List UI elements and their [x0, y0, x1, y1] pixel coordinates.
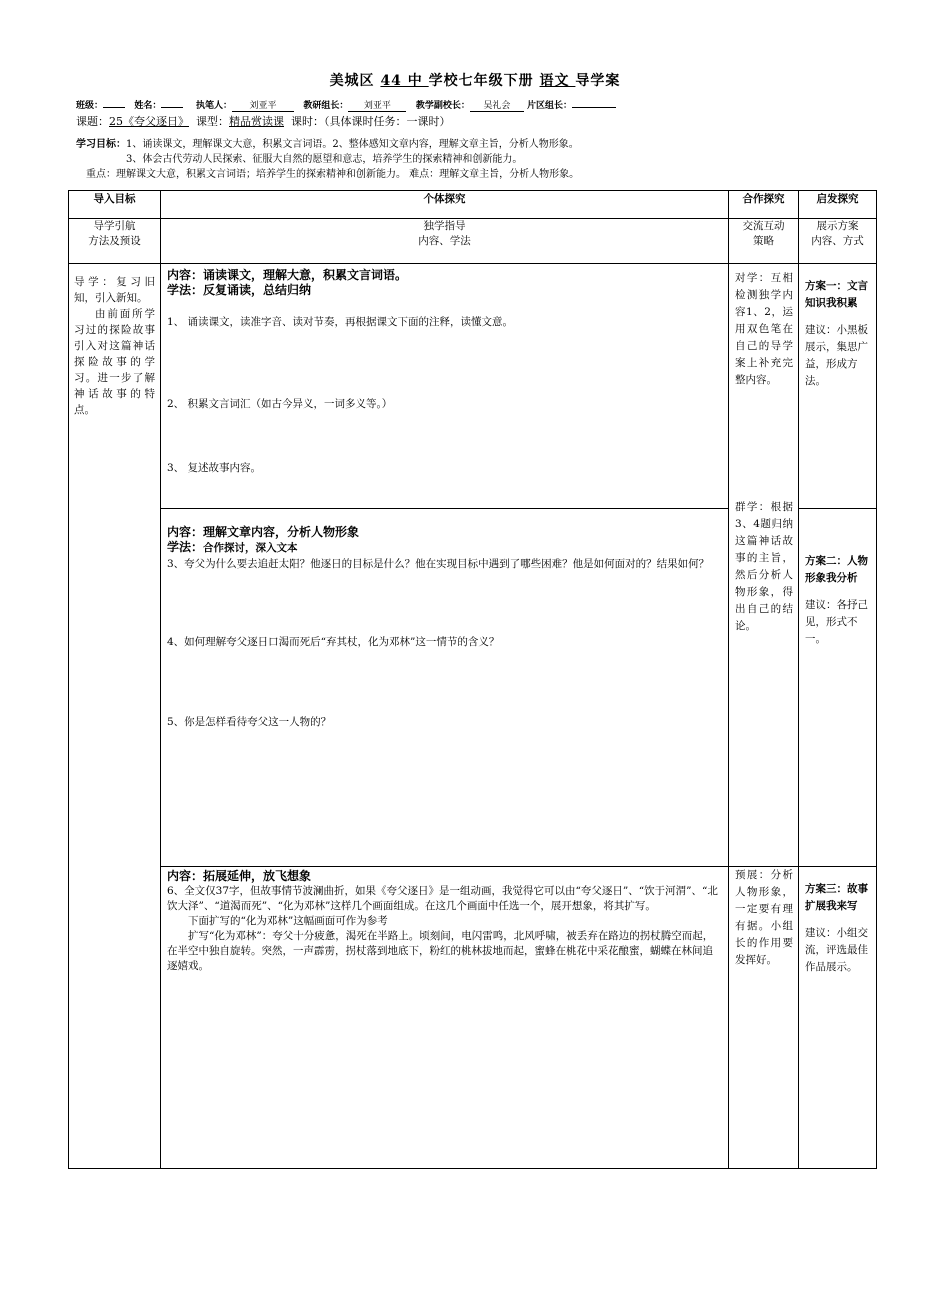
subheader-individual: 独学指导 内容、学法 — [161, 219, 729, 264]
coop-cell-1-2: 对学：互相检测独学内容1、2，运用双色笔在自己的导学案上补充完整内容。 群学：根据3、4题归纳这篇神话故事的主旨，然后分析人物形象，得出自己的结论。 — [729, 264, 799, 867]
study-table — [68, 190, 877, 1169]
subheader-cooperative: 交流互动 策略 — [729, 219, 799, 264]
header-inspire: 启发探究 — [799, 191, 877, 219]
section1-cell[interactable]: 内容：诵读课文，理解大意，积累文言词语。 学法：反复诵读，总结归纳 1、 诵读课文，读准字音、读对节奏，再根据课文下面的注释，读懂文意。 2、 积累文言词汇（如古今异义，一词多义等。） 3、 复述故事内容。 — [161, 264, 729, 509]
header-cooperative: 合作探究 — [729, 191, 799, 219]
research-lead-field: 刘亚平 — [348, 98, 406, 112]
header-individual: 个体探究 — [161, 191, 729, 219]
district-lead-field[interactable] — [572, 107, 616, 108]
section3-cell[interactable]: 内容：拓展延伸，放飞想象 6、全文仅37字，但故事情节波澜曲折，如果《夸父逐日》是一组动画，我觉得它可以由“夸父逐日”、“饮于河渭”、“北饮大泽”、“道渴而死”、“化为邓林”这样几个画面组成。在这几个画面中任选一个，展开想象，将其扩写。 下面扩写的“化为邓林”这幅画面可作为参考 扩写“化为邓林”：夸父十分疲惫，渴死在半路上。顷刻间，电闪雷鸣，北风呼啸，被丢弃在路边的拐杖腾空而起，在半空中独自旋转。突然，一声霹雳，拐杖落到地底下，粉红的桃林拔地而起，蜜蜂在桃花中采花酿蜜，蝴蝶在林间追逐嬉戏。 — [161, 867, 729, 1169]
subheader-intro: 导学引航 方法及预设 — [69, 219, 161, 264]
intro-column: 导学：复习旧知，引入新知。 由前面所学习过的探险故事引入对这篇神话探险故事的学习。进一步了解神话故事的特点。 — [69, 264, 161, 1169]
learning-goals: 学习目标：1、诵读课文，理解课文大意，积累文言词语。2、整体感知文章内容，理解文章主旨，分析人物形象。 3、体会古代劳动人民探索、征服大自然的愿望和意志，培养学生的探索精神和创新能力。 重点：理解课文大意，积累文言词语；培养学生的探索精神和创新能力。 难点：理解文章主旨，分析人物形象。 — [76, 139, 580, 180]
school-name: 44 中 — [380, 73, 429, 89]
document-title: 美城区 44 中 学校七年级下册 语文 导学案 — [329, 73, 621, 89]
lesson-type: 精品赏读课 — [229, 115, 284, 128]
header-intro: 导入目标 — [69, 191, 161, 219]
author-field: 刘亚平 — [232, 98, 294, 112]
name-field[interactable] — [161, 107, 183, 108]
plan3-cell: 方案三：故事扩展我来写 建议：小组交流，评选最佳作品展示。 — [799, 867, 877, 1169]
plan1-cell: 方案一：文言知识我积累 建议：小黑板展示，集思广益，形成方法。 — [799, 264, 877, 509]
coop-cell-3: 预展：分析人物形象，一定要有理有据。小组长的作用要发挥好。 — [729, 867, 799, 1169]
vice-principal-field: 吴礼会 — [470, 98, 524, 112]
class-field[interactable] — [103, 107, 125, 108]
section2-cell[interactable]: 内容：理解文章内容，分析人物形象 学法：合作探讨，深入文本 3、夸父为什么要去追赶太阳？他逐日的目标是什么？他在实现目标中遇到了哪些困难？他是如何面对的？结果如何？ 4、如何理解夸父逐日口渴而死后“弃其杖，化为邓林”这一情节的含义？ 5、你是怎样看待夸父这一人物的？ — [161, 509, 729, 867]
plan2-cell: 方案二：人物形象我分析 建议：各抒己见，形式不一。 — [799, 509, 877, 867]
subject-name: 语文 — [539, 73, 576, 89]
lesson-topic: 25《夸父逐日》 — [109, 115, 189, 128]
lesson-row: 课题：25《夸父逐日》 课型：精品赏读课 课时：（具体课时任务：一课时） — [76, 115, 451, 128]
meta-row: 班级： 姓名： 执笔人： 刘亚平 教研组长： 刘亚平 教学副校长： 吴礼会 片区组长： — [76, 98, 616, 112]
lesson-hours: （具体课时任务：一课时） — [324, 115, 451, 128]
subheader-inspire: 展示方案 内容、方式 — [799, 219, 877, 264]
